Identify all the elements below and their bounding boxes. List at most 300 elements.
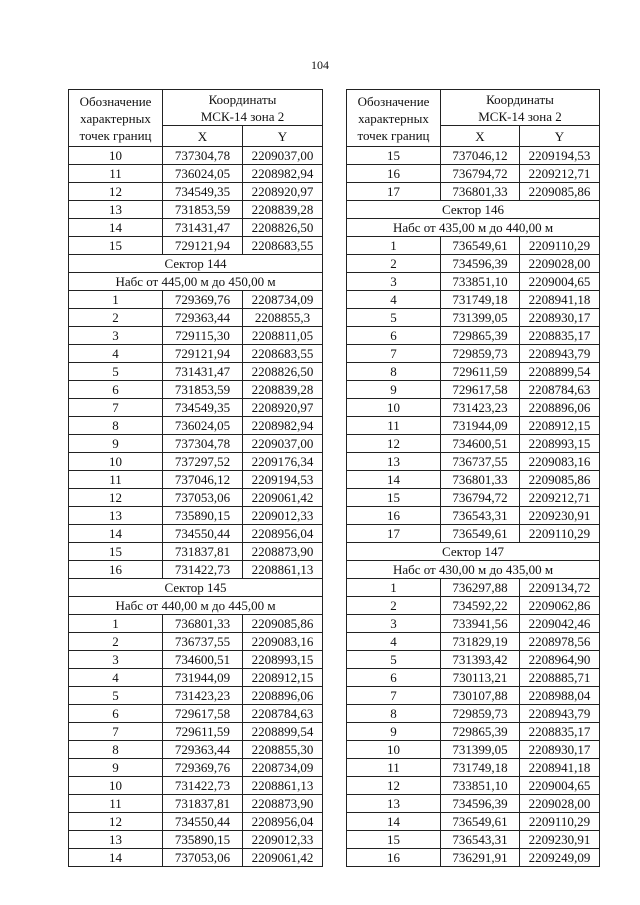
sector-heading: Набс от 440,00 м до 445,00 м (69, 597, 323, 615)
table-row (69, 849, 323, 867)
point-number: 15 (347, 147, 441, 165)
coord-x: 729859,73 (441, 345, 520, 363)
coord-y: 2208873,90 (243, 543, 323, 561)
coord-x: 731423,23 (163, 687, 243, 705)
point-number: 16 (347, 849, 441, 867)
point-number: 1 (69, 615, 163, 633)
coord-y: 2208835,17 (520, 327, 600, 345)
table-row (347, 165, 600, 183)
point-number: 13 (69, 831, 163, 849)
coord-x: 734592,22 (441, 597, 520, 615)
coord-x: 735890,15 (163, 507, 243, 525)
sector-heading: Сектор 144 (69, 255, 323, 273)
table-row (69, 741, 323, 759)
table-row (69, 471, 323, 489)
point-number: 5 (69, 363, 163, 381)
coord-x: 734549,35 (163, 183, 243, 201)
coord-x: 737046,12 (163, 471, 243, 489)
table-row (347, 507, 600, 525)
coord-y: 2208941,18 (520, 291, 600, 309)
header-y: Y (520, 126, 600, 147)
coord-y: 2209085,86 (243, 615, 323, 633)
sector-heading-row (69, 597, 323, 615)
header-x: X (441, 126, 520, 147)
point-number: 5 (347, 309, 441, 327)
table-row (347, 723, 600, 741)
table-row (69, 669, 323, 687)
table-row (69, 201, 323, 219)
table-row (69, 831, 323, 849)
header-point-designation: Обозначение характерных точек границ (347, 90, 441, 147)
coord-x: 730107,88 (441, 687, 520, 705)
coord-y: 2209134,72 (520, 579, 600, 597)
coord-y: 2209028,00 (520, 255, 600, 273)
point-number: 9 (69, 435, 163, 453)
table-row (69, 777, 323, 795)
coord-x: 737304,78 (163, 147, 243, 165)
header-y: Y (243, 126, 323, 147)
table-row (347, 651, 600, 669)
coord-y: 2208826,50 (243, 363, 323, 381)
table-row (69, 507, 323, 525)
coord-x: 731853,59 (163, 381, 243, 399)
coord-x: 737053,06 (163, 849, 243, 867)
point-number: 4 (347, 633, 441, 651)
point-number: 4 (69, 669, 163, 687)
coord-y: 2208912,15 (520, 417, 600, 435)
coord-x: 729363,44 (163, 309, 243, 327)
point-number: 4 (347, 291, 441, 309)
sector-heading: Сектор 147 (347, 543, 600, 561)
coord-y: 2208930,17 (520, 741, 600, 759)
coord-x: 729121,94 (163, 345, 243, 363)
table-row (347, 435, 600, 453)
point-number: 7 (347, 687, 441, 705)
table-row (69, 219, 323, 237)
coord-x: 734596,39 (441, 255, 520, 273)
table-row (69, 345, 323, 363)
coord-x: 731837,81 (163, 795, 243, 813)
coord-x: 729865,39 (441, 723, 520, 741)
coord-x: 733941,56 (441, 615, 520, 633)
coord-x: 731837,81 (163, 543, 243, 561)
table-row (347, 525, 600, 543)
coord-y: 2208920,97 (243, 183, 323, 201)
coord-x: 731431,47 (163, 219, 243, 237)
table-row (347, 615, 600, 633)
coord-y: 2209212,71 (520, 165, 600, 183)
coord-x: 736737,55 (163, 633, 243, 651)
coord-x: 736291,91 (441, 849, 520, 867)
coord-y: 2209176,34 (243, 453, 323, 471)
table-row (69, 291, 323, 309)
point-number: 7 (69, 723, 163, 741)
table-row (347, 309, 600, 327)
point-number: 11 (69, 165, 163, 183)
coord-y: 2208912,15 (243, 669, 323, 687)
table-row (347, 345, 600, 363)
table-row (347, 291, 600, 309)
coord-x: 729865,39 (441, 327, 520, 345)
table-row (69, 327, 323, 345)
coord-y: 2208873,90 (243, 795, 323, 813)
coord-y: 2209194,53 (520, 147, 600, 165)
coord-y: 2208784,63 (243, 705, 323, 723)
coord-x: 734600,51 (441, 435, 520, 453)
sector-heading-row (347, 219, 600, 237)
table-row (69, 561, 323, 579)
coord-y: 2209249,09 (520, 849, 600, 867)
table-row (69, 759, 323, 777)
point-number: 14 (347, 471, 441, 489)
point-number: 13 (69, 507, 163, 525)
coord-x: 736549,61 (441, 813, 520, 831)
coord-x: 736801,33 (441, 183, 520, 201)
coord-y: 2208861,13 (243, 561, 323, 579)
point-number: 7 (69, 399, 163, 417)
table-row (69, 651, 323, 669)
coord-y: 2208988,04 (520, 687, 600, 705)
table-row (347, 705, 600, 723)
table-row (69, 147, 323, 165)
table-row (347, 597, 600, 615)
coord-y: 2208943,79 (520, 345, 600, 363)
coord-y: 2208734,09 (243, 759, 323, 777)
table-row (347, 417, 600, 435)
coord-y: 2208885,71 (520, 669, 600, 687)
point-number: 12 (69, 183, 163, 201)
coord-y: 2209110,29 (520, 237, 600, 255)
table-row (69, 399, 323, 417)
coord-x: 736737,55 (441, 453, 520, 471)
coord-x: 737046,12 (441, 147, 520, 165)
coord-x: 736794,72 (441, 165, 520, 183)
coord-y: 2209037,00 (243, 435, 323, 453)
point-number: 8 (69, 741, 163, 759)
coord-x: 736801,33 (441, 471, 520, 489)
header-coordinates: Координаты МСК-14 зона 2 (163, 90, 323, 126)
table-row (69, 453, 323, 471)
point-number: 16 (347, 165, 441, 183)
coord-x: 731422,73 (163, 561, 243, 579)
coord-x: 731944,09 (163, 669, 243, 687)
point-number: 13 (347, 453, 441, 471)
coord-y: 2209062,86 (520, 597, 600, 615)
sector-heading-row (69, 579, 323, 597)
point-number: 16 (69, 561, 163, 579)
coord-y: 2209230,91 (520, 507, 600, 525)
coord-y: 2208826,50 (243, 219, 323, 237)
point-number: 6 (69, 705, 163, 723)
coord-y: 2208943,79 (520, 705, 600, 723)
coord-x: 731423,23 (441, 399, 520, 417)
table-row (347, 489, 600, 507)
coord-y: 2209083,16 (520, 453, 600, 471)
coord-x: 731829,19 (441, 633, 520, 651)
point-number: 8 (347, 705, 441, 723)
point-number: 1 (69, 291, 163, 309)
table-row (347, 399, 600, 417)
point-number: 15 (347, 489, 441, 507)
point-number: 13 (69, 201, 163, 219)
header-point-designation: Обозначение характерных точек границ (69, 90, 163, 147)
point-number: 3 (69, 651, 163, 669)
point-number: 9 (347, 723, 441, 741)
point-number: 9 (69, 759, 163, 777)
coord-y: 2209085,86 (520, 471, 600, 489)
coord-y: 2208734,09 (243, 291, 323, 309)
point-number: 14 (69, 849, 163, 867)
table-row (69, 417, 323, 435)
point-number: 10 (69, 453, 163, 471)
sector-heading-row (69, 273, 323, 291)
table-row (347, 327, 600, 345)
coord-x: 731399,05 (441, 741, 520, 759)
coord-y: 2208839,28 (243, 381, 323, 399)
coord-y: 2209212,71 (520, 489, 600, 507)
point-number: 4 (69, 345, 163, 363)
table-row (347, 237, 600, 255)
coord-x: 735890,15 (163, 831, 243, 849)
table-row (69, 183, 323, 201)
point-number: 11 (347, 759, 441, 777)
sector-heading: Набс от 430,00 м до 435,00 м (347, 561, 600, 579)
coordinates-table-left (68, 89, 323, 867)
table-row (347, 381, 600, 399)
sector-heading-row (347, 543, 600, 561)
coord-x: 731431,47 (163, 363, 243, 381)
coord-y: 2208956,04 (243, 813, 323, 831)
coord-x: 736024,05 (163, 165, 243, 183)
point-number: 17 (347, 525, 441, 543)
point-number: 11 (69, 471, 163, 489)
table-row (347, 813, 600, 831)
coord-x: 731853,59 (163, 201, 243, 219)
point-number: 14 (69, 219, 163, 237)
table-row (69, 435, 323, 453)
coord-y: 2208861,13 (243, 777, 323, 795)
coord-y: 2208683,55 (243, 345, 323, 363)
point-number: 8 (69, 417, 163, 435)
point-number: 9 (347, 381, 441, 399)
point-number: 15 (69, 237, 163, 255)
coord-x: 731422,73 (163, 777, 243, 795)
point-number: 11 (347, 417, 441, 435)
table-row (69, 795, 323, 813)
table-row (69, 687, 323, 705)
point-number: 5 (69, 687, 163, 705)
coord-y: 2208930,17 (520, 309, 600, 327)
point-number: 1 (347, 579, 441, 597)
coord-x: 736543,31 (441, 507, 520, 525)
table-row (69, 633, 323, 651)
point-number: 14 (347, 813, 441, 831)
coord-y: 2208811,05 (243, 327, 323, 345)
point-number: 2 (69, 633, 163, 651)
table-row (347, 183, 600, 201)
coord-x: 736297,88 (441, 579, 520, 597)
point-number: 3 (347, 273, 441, 291)
coord-y: 2209012,33 (243, 831, 323, 849)
table-row (69, 705, 323, 723)
sector-heading: Набс от 435,00 м до 440,00 м (347, 219, 600, 237)
coord-x: 729369,76 (163, 759, 243, 777)
coord-x: 737304,78 (163, 435, 243, 453)
sector-heading: Сектор 146 (347, 201, 600, 219)
coord-y: 2208899,54 (243, 723, 323, 741)
coord-y: 2209083,16 (243, 633, 323, 651)
coord-y: 2209042,46 (520, 615, 600, 633)
point-number: 6 (347, 669, 441, 687)
coord-y: 2209110,29 (520, 525, 600, 543)
table-row (69, 813, 323, 831)
coord-y: 2208982,94 (243, 165, 323, 183)
table-row (347, 255, 600, 273)
coord-x: 734550,44 (163, 813, 243, 831)
table-row (347, 831, 600, 849)
coord-y: 2208956,04 (243, 525, 323, 543)
coord-y: 2208993,15 (243, 651, 323, 669)
point-number: 5 (347, 651, 441, 669)
header-x: X (163, 126, 243, 147)
point-number: 12 (347, 435, 441, 453)
coord-x: 729611,59 (441, 363, 520, 381)
coord-x: 736024,05 (163, 417, 243, 435)
coord-x: 736543,31 (441, 831, 520, 849)
point-number: 11 (69, 795, 163, 813)
coord-y: 2209110,29 (520, 813, 600, 831)
coord-x: 729363,44 (163, 741, 243, 759)
point-number: 10 (69, 777, 163, 795)
table-row (347, 849, 600, 867)
page-number: 104 (311, 58, 329, 72)
coord-x: 737053,06 (163, 489, 243, 507)
coord-x: 736549,61 (441, 237, 520, 255)
coord-x: 731399,05 (441, 309, 520, 327)
coord-x: 734600,51 (163, 651, 243, 669)
coord-y: 2209061,42 (243, 489, 323, 507)
coord-x: 731393,42 (441, 651, 520, 669)
coord-y: 2208920,97 (243, 399, 323, 417)
sector-heading: Сектор 145 (69, 579, 323, 597)
coord-x: 729617,58 (441, 381, 520, 399)
coord-y: 2209037,00 (243, 147, 323, 165)
coord-x: 729121,94 (163, 237, 243, 255)
coord-x: 729115,30 (163, 327, 243, 345)
point-number: 6 (347, 327, 441, 345)
table-row (347, 471, 600, 489)
coord-y: 2208683,55 (243, 237, 323, 255)
table-row (347, 147, 600, 165)
point-number: 2 (347, 597, 441, 615)
point-number: 15 (347, 831, 441, 849)
coord-y: 2208982,94 (243, 417, 323, 435)
point-number: 17 (347, 183, 441, 201)
coordinates-table-right (346, 89, 600, 867)
coord-x: 734549,35 (163, 399, 243, 417)
coord-y: 2209028,00 (520, 795, 600, 813)
table-row (347, 669, 600, 687)
table-row (347, 633, 600, 651)
table-row (69, 543, 323, 561)
sector-heading-row (347, 201, 600, 219)
table-row (347, 795, 600, 813)
coord-x: 729617,58 (163, 705, 243, 723)
point-number: 13 (347, 795, 441, 813)
coord-y: 2208855,3 (243, 309, 323, 327)
coord-x: 729859,73 (441, 705, 520, 723)
point-number: 7 (347, 345, 441, 363)
coord-y: 2208855,30 (243, 741, 323, 759)
header-coordinates: Координаты МСК-14 зона 2 (441, 90, 600, 126)
table-row (69, 525, 323, 543)
coord-y: 2208896,06 (520, 399, 600, 417)
point-number: 10 (347, 399, 441, 417)
coord-y: 2208835,17 (520, 723, 600, 741)
table-row (69, 615, 323, 633)
table-row (69, 489, 323, 507)
point-number: 12 (69, 813, 163, 831)
point-number: 3 (347, 615, 441, 633)
coord-x: 730113,21 (441, 669, 520, 687)
coord-x: 731749,18 (441, 291, 520, 309)
coord-y: 2208899,54 (520, 363, 600, 381)
point-number: 1 (347, 237, 441, 255)
table-row (347, 741, 600, 759)
point-number: 8 (347, 363, 441, 381)
table-row (347, 363, 600, 381)
point-number: 10 (347, 741, 441, 759)
coord-x: 734596,39 (441, 795, 520, 813)
point-number: 6 (69, 381, 163, 399)
coord-x: 736794,72 (441, 489, 520, 507)
point-number: 2 (347, 255, 441, 273)
coord-y: 2209012,33 (243, 507, 323, 525)
coord-y: 2208941,18 (520, 759, 600, 777)
coord-y: 2209061,42 (243, 849, 323, 867)
coord-x: 736801,33 (163, 615, 243, 633)
coord-y: 2208964,90 (520, 651, 600, 669)
table-row (69, 723, 323, 741)
coord-y: 2208978,56 (520, 633, 600, 651)
coord-x: 737297,52 (163, 453, 243, 471)
coord-y: 2209004,65 (520, 777, 600, 795)
table-row (69, 309, 323, 327)
table-row (347, 453, 600, 471)
point-number: 12 (69, 489, 163, 507)
coord-y: 2209004,65 (520, 273, 600, 291)
point-number: 15 (69, 543, 163, 561)
coord-x: 736549,61 (441, 525, 520, 543)
table-row (69, 363, 323, 381)
coord-x: 734550,44 (163, 525, 243, 543)
coord-y: 2209194,53 (243, 471, 323, 489)
point-number: 14 (69, 525, 163, 543)
point-number: 12 (347, 777, 441, 795)
coord-y: 2208993,15 (520, 435, 600, 453)
point-number: 16 (347, 507, 441, 525)
coord-y: 2209230,91 (520, 831, 600, 849)
coord-y: 2208896,06 (243, 687, 323, 705)
table-row (69, 381, 323, 399)
coord-y: 2208839,28 (243, 201, 323, 219)
coord-x: 729611,59 (163, 723, 243, 741)
point-number: 2 (69, 309, 163, 327)
coord-x: 731944,09 (441, 417, 520, 435)
table-row (69, 237, 323, 255)
table-row (347, 579, 600, 597)
table-row (347, 687, 600, 705)
